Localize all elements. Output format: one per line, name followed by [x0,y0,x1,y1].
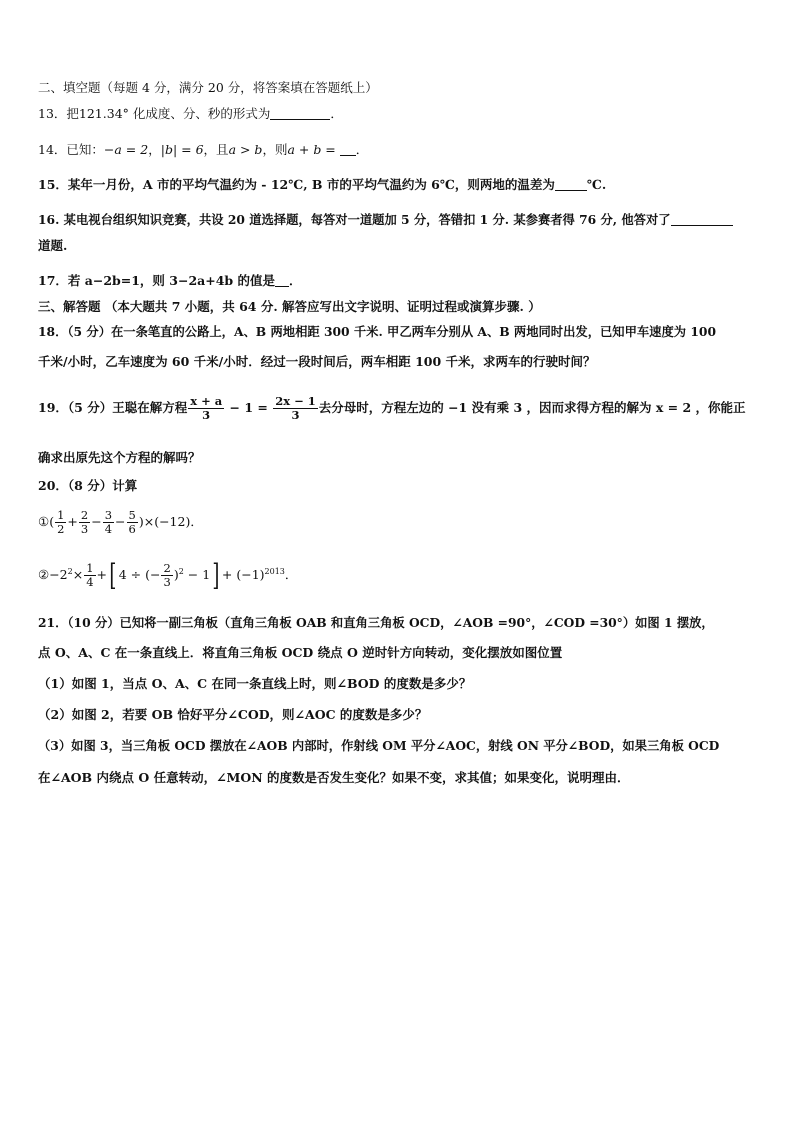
question-21-sub-3-line-2: 在∠AOB 内绕点 O 任意转动，∠MON 的度数是否发生变化？如果不变，求其值；如果变化，说明理由． [38,770,630,785]
question-21-line-2: 点 O、A、C 在一条直线上．将直角三角板 OCD 绕点 O 逆时针方向转动，变化摆放如图位置 [38,645,563,660]
question-14: 14．已知：−a = 2，|b| = 6，且a > b，则a + b = ． [38,142,369,157]
question-17: 17．若 a−2b=1，则 3−2a+4b 的值是 ． [38,273,302,288]
question-18-line-2: 千米/小时，乙车速度为 60 千米/小时．经过一段时间后，两车相距 100 千米，求两车的行驶时间？ [38,354,596,369]
answer-blank [270,107,330,120]
fraction: $\frac{3}{4}$ [104,508,113,536]
fraction: $\frac{1}{2}$ [57,508,65,536]
section-2-title: 二、填空题（每题 4 分，满分 20 分，将答案填在答题纸上） [38,80,378,95]
fraction: $\frac{x + a}{3}$ [190,394,223,422]
question-16-line-1: 16. 某电视台组织知识竞赛，共设 20 道选择题，每答对一道题加 5 分，答错扣 1 分. 某参赛者得 76 分, 他答对了 [38,212,733,228]
question-21-sub-1: （1）如图 1，当点 O、A、C 在同一条直线上时，则∠BOD 的度数是多少？ [38,676,472,691]
question-19-line-2: 确求出原先这个方程的解吗？ [38,450,201,465]
answer-blank [555,178,587,191]
question-21-sub-3-line-1: （3）如图 3，当三角板 OCD 摆放在∠AOB 内部时，作射线 OM 平分∠AOC，射线 ON 平分∠BOD，如果三角板 OCD [38,738,720,753]
answer-blank [275,274,289,287]
answer-blank [340,143,356,156]
answer-blank [671,213,733,226]
question-13: 13．把121.34° 化成度、分、秒的形式为 ． [38,106,343,121]
question-21-line-1: 21．（10 分）已知将一副三角板（直角三角板 OAB 和直角三角板 OCD，∠AOB =90°，∠COD =30°）如图 1 摆放， [38,615,714,630]
fraction: $\frac{5}{6}$ [128,508,136,536]
fraction: $\frac{2}{3}$ [80,508,89,536]
fraction: $\frac{1}{4}$ [86,561,94,590]
question-20-title: 20．（8 分）计算 [38,478,138,493]
fraction: $\frac{2x - 1}{3}$ [275,394,316,422]
question-21-sub-2: （2）如图 2，若要 OB 恰好平分∠COD，则∠AOC 的度数是多少？ [38,707,428,722]
fraction: $\frac{2}{3}$ [163,561,171,590]
question-16-line-2: 道题. [38,238,68,253]
left-bracket-icon: [ [109,557,117,593]
question-20-part-2: $②-2^2\times$ $\frac{1}{4}$ +[ 4 ÷ (− $\frac{2}{3}$ )$^2 - 1] + (-1)^{2013}$． [38,557,298,593]
question-15: 15．某年一月份，A 市的平均气温约为 - 12℃, B 市的平均气温约为 6℃，则两地的温差为 ℃. [38,177,607,192]
question-18-line-1: 18．（5 分）在一条笔直的公路上，A、B 两地相距 300 千米. 甲乙两车分别从 A、B 两地同时出发，已知甲车速度为 100 [38,324,717,339]
right-bracket-icon: ] [212,557,220,593]
section-3-title: 三、解答题 （本大题共 7 小题，共 64 分. 解答应写出文字说明、证明过程或演算步骤. ） [38,299,541,314]
question-20-part-1: ①( $\frac{1}{2}$ + $\frac{2}{3}$ − $\frac{3}{4}$ − $\frac{5}{6}$ )×(−12)． [38,508,203,536]
question-19: 19．（5 分）王聪在解方程 $\frac{x + a}{3}$ − 1 = $\frac{2x - 1}{3}$ 去分母时，方程左边的 −1 没有乘 3 ，因而求得方程的解为 x = 2 ，你能正 [38,394,746,422]
